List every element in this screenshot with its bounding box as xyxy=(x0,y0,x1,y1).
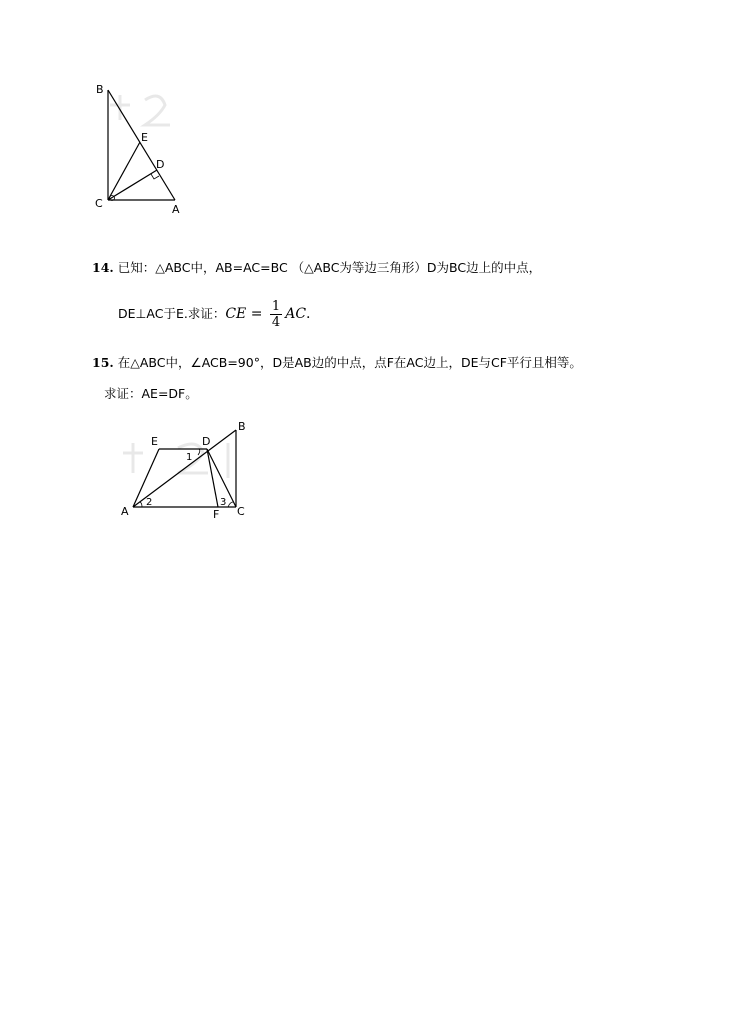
label-e: E xyxy=(151,435,158,448)
problem-14-number: 14. xyxy=(92,260,114,275)
label-angle-3: 3 xyxy=(220,497,227,508)
problem-14-given: DE⊥AC于E.求证： xyxy=(118,306,226,321)
problem-14-line-2 xyxy=(118,298,310,330)
watermark xyxy=(110,95,170,125)
angle-mark-1 xyxy=(198,449,200,455)
math-ce: CE xyxy=(225,306,247,322)
segment-df xyxy=(207,449,218,507)
label-c: C xyxy=(237,505,245,518)
label-d: D xyxy=(202,435,211,448)
math-ac: AC xyxy=(285,306,307,322)
problem-15-number: 15. xyxy=(92,355,114,370)
right-angle-mark-d xyxy=(151,174,159,179)
fraction-denominator: 4 xyxy=(271,315,281,330)
label-d: D xyxy=(156,158,165,171)
segment-ab xyxy=(133,430,236,507)
math-period: . xyxy=(306,306,311,322)
figure-triangle-bca xyxy=(90,80,200,220)
angle-mark-2 xyxy=(140,502,142,507)
segment-cd xyxy=(108,170,157,200)
problem-14-statement: 已知：△ABC中，AB=AC=BC （△ABC为等边三角形）D为BC边上的中点， xyxy=(117,260,542,275)
fraction-one-quarter xyxy=(270,299,282,330)
label-angle-1: 1 xyxy=(186,452,193,463)
problem-15-line-2 xyxy=(104,385,198,403)
label-a: A xyxy=(172,203,180,216)
label-b: B xyxy=(96,83,104,96)
label-angle-2: 2 xyxy=(146,497,153,508)
problem-15-prove: 求证：AE=DF。 xyxy=(104,386,198,401)
label-c: C xyxy=(95,197,103,210)
label-e: E xyxy=(141,131,148,144)
angle-mark-3 xyxy=(228,502,233,507)
label-b: B xyxy=(238,420,246,433)
math-equals: = xyxy=(246,306,267,322)
label-a: A xyxy=(121,505,129,518)
fraction-numerator: 1 xyxy=(271,299,281,314)
figure-triangle-abc-trapezoid xyxy=(118,418,258,526)
problem-14-line-1 xyxy=(92,259,541,277)
problem-15-line-1 xyxy=(92,354,582,372)
problem-15-statement: 在△ABC中，∠ACB=90°，D是AB边的中点，点F在AC边上，DE与CF平行且相等。 xyxy=(117,355,582,370)
segment-ce xyxy=(108,142,140,200)
label-f: F xyxy=(213,508,220,521)
